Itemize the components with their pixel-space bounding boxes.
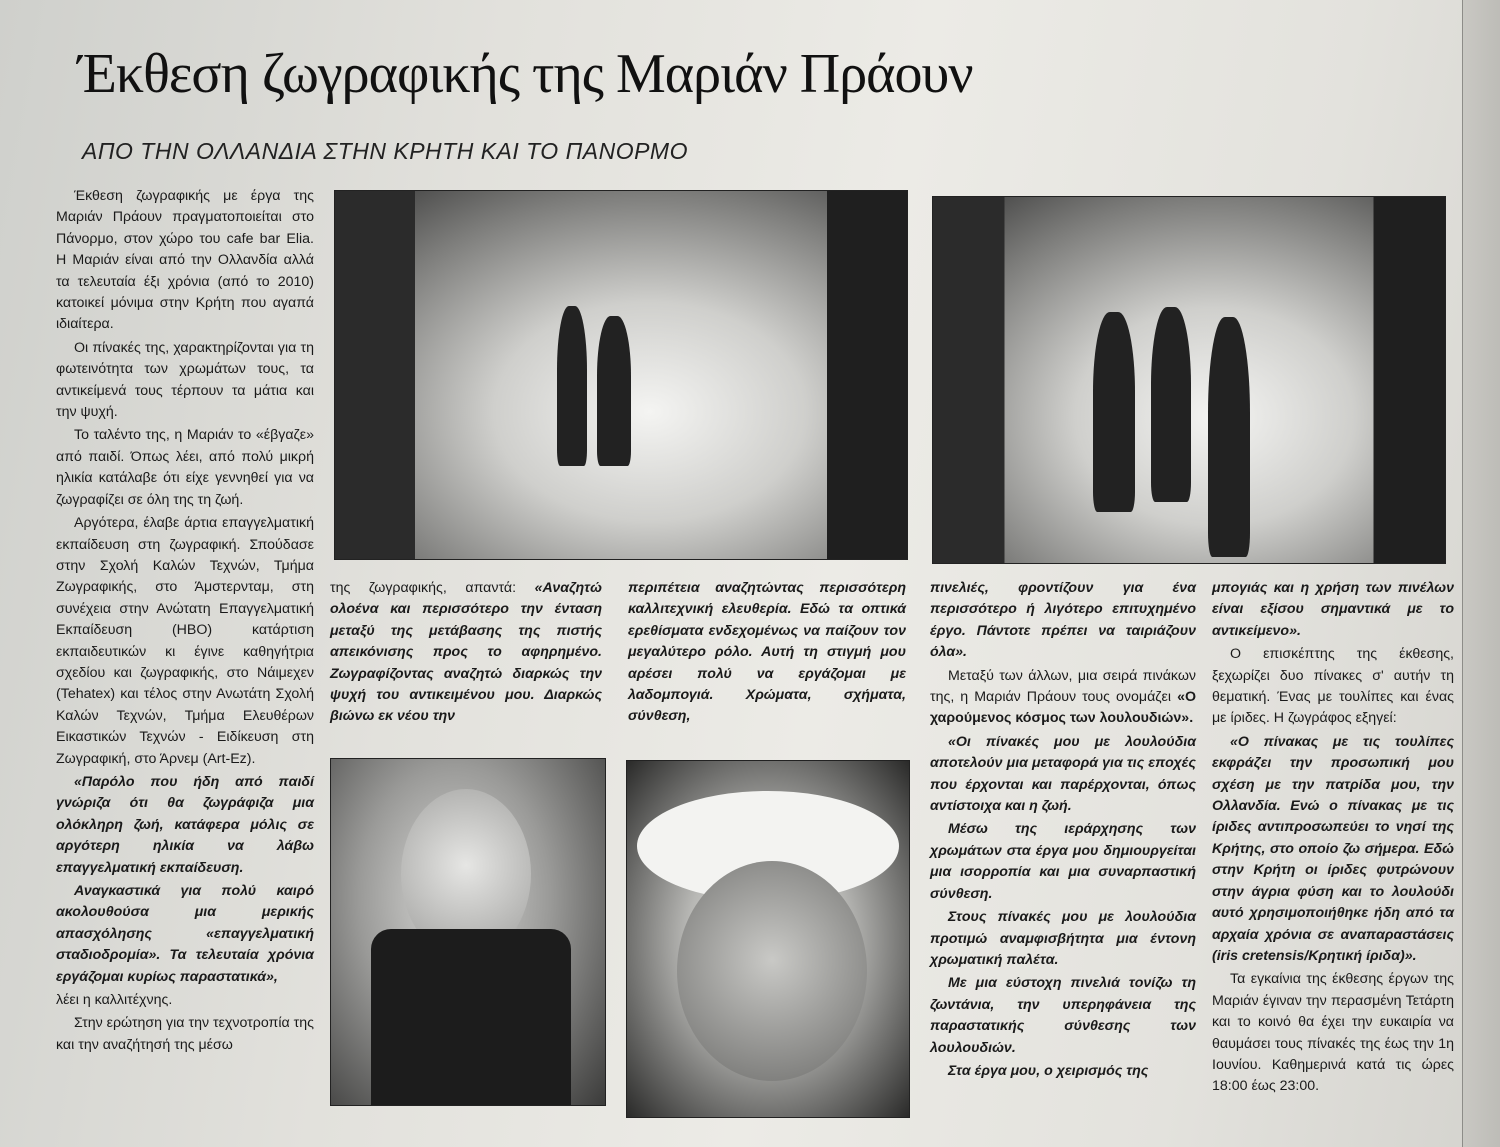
column-5: [1212, 578, 1454, 1100]
quote-paragraph: «Οι πίνακές μου με λουλούδια αποτελούν μια μεταφορά για τις εποχές που έρχονται και παρέρχονται, όπως αντίστοιχα και η ζωή.: [930, 733, 1196, 815]
childhood-photo: [330, 758, 606, 1106]
visitor-figure: [1208, 317, 1250, 557]
paragraph: Το ταλέντο της, η Μαριάν το «έβγαζε» από παιδί. Όπως λέει, από πολύ μικρή ηλικία κατάλαβε ότι είχε γεννηθεί για να ζωγραφίζει σε όλη της τη ζωή.: [56, 427, 314, 508]
artist-face: [677, 861, 867, 1081]
quote-paragraph: Στα έργα μου, ο χειρισμός της: [948, 1062, 1149, 1079]
visitor-figure: [1093, 312, 1135, 512]
article-subtitle: ΑΠΟ ΤΗΝ ΟΛΛΑΝΔΙΑ ΣΤΗΝ ΚΡΗΤΗ ΚΑΙ ΤΟ ΠΑΝΟΡΜΟ: [82, 138, 688, 164]
paragraph: Ο επισκέπτης της έκθεσης, ξεχωρίζει δυο πίνακες σ' αυτήν τη θεματική. Ένας με τουλίπες και ένας με ίριδες. Η ζωγράφος εξηγεί:: [1212, 646, 1454, 727]
quote-paragraph: μπογιάς και η χρήση των πινέλων είναι εξίσου σημαντικά με το αντικείμενο».: [1212, 580, 1454, 639]
series-name: «Ο χαρούμενος κόσμος των λουλουδιών».: [930, 689, 1196, 727]
quote-paragraph: περιπέτεια αναζητώντας περισσότερη καλλιτεχνική ελευθερία. Εδώ τα οπτικά ερεθίσματα ενδεχομένως να παίζουν τον μεγαλύτερο ρόλο. Αυτή τη στιγμή μου αρέσει πολύ να εργάζομαι με λαδομπογιά. Χρώματα, σχήματα, σύνθεση,: [628, 580, 906, 725]
paragraph: [930, 666, 1196, 730]
adjacent-page-edge: [1462, 0, 1500, 1147]
text: Μεταξύ των άλλων, μια σειρά πινάκων της, η Μαριάν Πράουν τους ονομάζει: [930, 667, 1196, 706]
quote-paragraph: «Ο πίνακας με τις τουλίπες εκφράζει την προσωπική μου σχέση με την πατρίδα μου, την Ολλανδία. Ενώ ο πίνακας με τις ίριδες αντιπροσωπεύει το νησί της Κρήτης, στο οποίο ζω σήμερα. Εδώ στην Κρήτη οι ίριδες φυτρώνουν στην άγρια φύση και το λουλούδι αυτό χρησιμοποιήθηκε ήδη από τα αρχαία χρόνια σε αναπαραστάσεις (iris cretensis/Κρητική ίριδα)».: [1212, 733, 1454, 964]
paragraph: Αργότερα, έλαβε άρτια επαγγελματική εκπαίδευση στη ζωγραφική. Σπούδασε στην Σχολή Καλών Τεχνών, Τμήμα Ζωγραφικής, στο Άμστερνταμ, στη συνέχεια στην Ανώτατη Επαγγελματική Εκπαίδευση (HBO) κατάρτιση εκπαιδευτικών κι έγινε καθηγήτρια σχεδίου και ζωγραφικής, στο Νάιμεχεν (Tehatex) και τέλος στην Ανωτάτη Σχολή Καλών Τεχνών, Τμήμα Ελευθέρων Εικαστικών Τεχνών - Ειδίκευση στη Ζωγραφική, στο Άρνεμ (Art-Ez).: [56, 515, 314, 767]
quote-paragraph: Μέσω της ιεράρχησης των χρωμάτων στα έργα μου δημιουργείται μια ισορροπία και μια συναρπαστική σύνθεση.: [930, 821, 1196, 902]
visitor-figure: [597, 316, 631, 466]
visitor-figure: [557, 306, 587, 466]
column-1: [56, 186, 314, 1058]
quote-paragraph: Στους πίνακές μου με λουλούδια προτιμώ αναμφισβήτητα μια έντονη χρωματική παλέτα.: [930, 909, 1196, 968]
exhibition-photo-2: [932, 196, 1446, 564]
quote-paragraph: «Παρόλο που ήδη από παιδί γνώριζα ότι θα ζωγράφιζα μια ολόκληρη ζωή, κατάφερα μόλις σε αργότερη ηλικία να λάβω επαγγελματική εκπαίδευση.: [56, 773, 314, 876]
paragraph: λέει η καλλιτέχνης.: [56, 992, 173, 1009]
exhibition-photo-1: [334, 190, 908, 560]
column-4: [930, 578, 1196, 1084]
paragraph: Οι πίνακές της, χαρακτηρίζονται για τη φωτεινότητα των χρωμάτων τους, τα αντικείμενά τους τέρπουν τα μάτια και την ψυχή.: [56, 339, 314, 421]
lead-text: της ζωγραφικής, απαντά:: [330, 580, 517, 596]
quote-paragraph: Αναγκαστικά για πολύ καιρό ακολουθούσα μια μερικής απασχόλησης «επαγγελματική σταδιοδρομία». Τα τελευταία χρόνια εργάζομαι κυρίως παραστατικά»,: [56, 883, 314, 985]
quote-paragraph: πινελιές, φροντίζουν για ένα περισσότερο ή λιγότερο επιτυχημένο έργο. Πάντοτε πρέπει να ταιριάζουν όλα».: [930, 580, 1196, 661]
artist-portrait: [626, 760, 910, 1118]
quote-text: «Αναζητώ ολοένα και περισσότερο την ένταση μεταξύ της μετάβασης της πιστής απεικόνισης προς το αφηρημένο. Ζωγραφίζοντας αναζητώ διαρκώς την ψυχή του αντικειμένου μου. Διαρκώς βιώνω εκ νέου την: [330, 580, 602, 725]
paragraph: Στην ερώτηση για την τεχνοτροπία της και την αναζήτησή της μέσω: [56, 1015, 314, 1053]
quote-paragraph: Με μια εύστοχη πινελιά τονίζω τη ζωντάνια, την υπερηφάνεια της παραστατικής σύνθεσης των λουλουδιών.: [930, 975, 1196, 1056]
paragraph: Έκθεση ζωγραφικής με έργα της Μαριάν Πράουν πραγματοποιείται στο Πάνορμο, στον χώρο του cafe bar Elia. Η Μαριάν είναι από την Ολλανδία αλλά τα τελευταία έξι χρόνια (από το 2010) κατοικεί μόνιμα στην Κρήτη που αγαπά ιδιαίτερα.: [56, 188, 314, 333]
paragraph: [330, 578, 602, 728]
article-title: Έκθεση ζωγραφικής της Μαριάν Πράουν: [78, 43, 973, 105]
column-2: [330, 578, 602, 730]
paragraph: Τα εγκαίνια της έκθεσης έργων της Μαριάν έγιναν την περασμένη Τετάρτη και το κοινό θα έχει την ευκαιρία να θαυμάσει τους πίνακές της έως την 1η Ιουνίου. Καθημερινά κατά τις ώρες 18:00 έως 23:00.: [1212, 971, 1454, 1095]
child-vest: [371, 929, 571, 1105]
column-3: [628, 578, 906, 730]
visitor-figure: [1151, 307, 1191, 502]
